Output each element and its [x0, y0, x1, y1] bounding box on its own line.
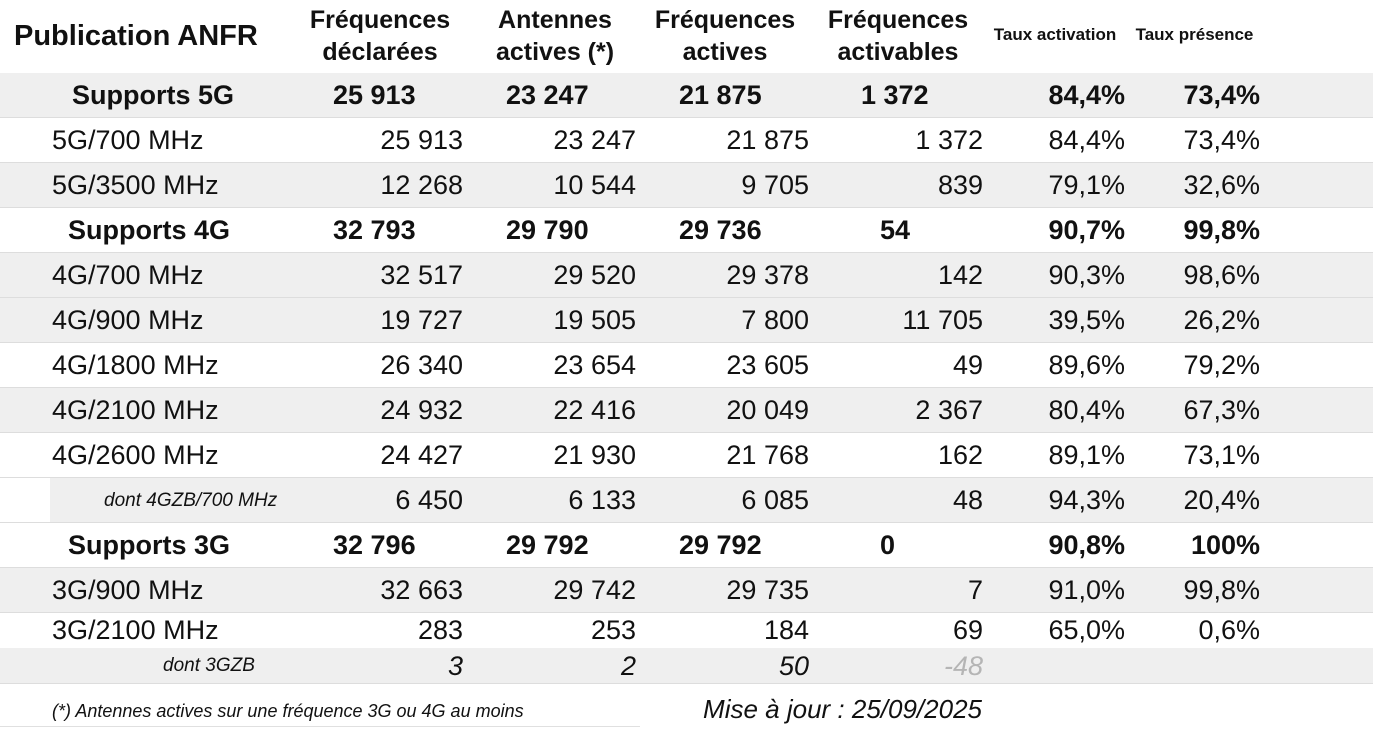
- cell-frequences-declarees: 283: [417, 615, 463, 645]
- column-header-frequences-actives: [625, 4, 825, 68]
- column-header-line: actives (*): [495, 38, 615, 66]
- cell-frequences-declarees: 24 932: [380, 395, 463, 425]
- row-label: Supports 3G: [68, 530, 231, 560]
- cell-frequences-actives: 184: [763, 615, 809, 645]
- cell-taux-presence: 98,6%: [1183, 260, 1260, 290]
- cell-frequences-activables: 142: [937, 260, 983, 290]
- update-date: Mise à jour : 25/09/2025: [703, 694, 982, 724]
- cell-taux-presence: 20,4%: [1183, 485, 1260, 515]
- row-label: dont 4GZB/700 MHz: [104, 490, 278, 511]
- column-header-taux-activation: Taux activation: [993, 25, 1117, 44]
- column-header-line: déclarées: [322, 38, 438, 66]
- table-row-supports-4g: [0, 208, 1373, 253]
- table-row-3g-900: [0, 568, 1373, 613]
- cell-taux-activation: 90,3%: [1048, 260, 1125, 290]
- row-label: Supports 5G: [72, 80, 235, 110]
- cell-antennes-actives: 23 247: [553, 125, 636, 155]
- cell-taux-presence: 26,2%: [1183, 305, 1260, 335]
- row-label: 3G/900 MHz: [52, 575, 204, 605]
- row-label: 4G/700 MHz: [52, 260, 204, 290]
- cell-frequences-declarees: 32 796: [333, 530, 416, 560]
- row-label: 4G/2100 MHz: [52, 395, 219, 425]
- row-label: 3G/2100 MHz: [52, 615, 219, 645]
- cell-frequences-activables: 162: [937, 440, 983, 470]
- divider: [0, 726, 640, 727]
- cell-taux-presence: 67,3%: [1183, 395, 1260, 425]
- table-row-dont-3gzb: [0, 648, 1373, 684]
- cell-taux-presence: 32,6%: [1183, 170, 1260, 200]
- cell-frequences-activables: -48: [943, 651, 983, 681]
- cell-frequences-actives: 29 792: [679, 530, 762, 560]
- row-label: Supports 4G: [68, 215, 231, 245]
- cell-frequences-declarees: 26 340: [380, 350, 463, 380]
- cell-antennes-actives: 29 520: [553, 260, 636, 290]
- page-title: Publication ANFR: [14, 20, 258, 52]
- cell-frequences-activables: 839: [937, 170, 983, 200]
- cell-antennes-actives: 253: [590, 615, 636, 645]
- table-row-4g-900: [0, 298, 1373, 343]
- cell-antennes-actives: 29 792: [506, 530, 589, 560]
- table-row-supports-5g: [0, 73, 1373, 118]
- row-label: 5G/700 MHz: [52, 125, 204, 155]
- table-row-5g-3500: [0, 163, 1373, 208]
- cell-frequences-declarees: 32 517: [380, 260, 463, 290]
- cell-frequences-activables: 7: [967, 575, 983, 605]
- table-row-5g-700: [0, 118, 1373, 163]
- cell-taux-activation: 90,8%: [1048, 530, 1125, 560]
- cell-taux-presence: 99,8%: [1183, 575, 1260, 605]
- cell-frequences-declarees: 19 727: [380, 305, 463, 335]
- cell-frequences-activables: 2 367: [915, 395, 983, 425]
- cell-frequences-declarees: 25 913: [380, 125, 463, 155]
- column-header-frequences-activables: [798, 4, 998, 68]
- cell-taux-presence: 99,8%: [1183, 215, 1260, 245]
- cell-antennes-actives: 2: [620, 651, 636, 681]
- cell-taux-activation: 80,4%: [1048, 395, 1125, 425]
- cell-frequences-declarees: 12 268: [380, 170, 463, 200]
- cell-frequences-actives: 21 768: [726, 440, 809, 470]
- table-row-4g-2600: [0, 433, 1373, 478]
- cell-taux-activation: 84,4%: [1048, 125, 1125, 155]
- cell-frequences-actives: 21 875: [679, 80, 762, 110]
- table-header: [0, 0, 1373, 73]
- cell-frequences-declarees: 25 913: [333, 80, 416, 110]
- cell-frequences-declarees: 32 663: [380, 575, 463, 605]
- cell-taux-activation: 39,5%: [1048, 305, 1125, 335]
- cell-taux-presence: 73,4%: [1183, 125, 1260, 155]
- cell-antennes-actives: 23 654: [553, 350, 636, 380]
- cell-antennes-actives: 19 505: [553, 305, 636, 335]
- cell-frequences-actives: 21 875: [726, 125, 809, 155]
- table-row-4g-700: [0, 253, 1373, 298]
- cell-frequences-actives: 29 378: [726, 260, 809, 290]
- cell-frequences-declarees: 6 450: [395, 485, 463, 515]
- cell-taux-presence: 0,6%: [1198, 615, 1260, 645]
- cell-taux-presence: 79,2%: [1183, 350, 1260, 380]
- cell-antennes-actives: 23 247: [506, 80, 589, 110]
- cell-taux-activation: 90,7%: [1048, 215, 1125, 245]
- cell-frequences-actives: 7 800: [741, 305, 809, 335]
- cell-taux-activation: 89,1%: [1048, 440, 1125, 470]
- cell-frequences-actives: 29 736: [679, 215, 762, 245]
- cell-frequences-activables: 54: [880, 215, 911, 245]
- column-header-line: Fréquences: [309, 6, 451, 34]
- column-header-line: Fréquences: [827, 6, 969, 34]
- cell-antennes-actives: 29 790: [506, 215, 589, 245]
- cell-taux-activation: 65,0%: [1048, 615, 1125, 645]
- cell-frequences-activables: 69: [952, 615, 983, 645]
- cell-taux-activation: 91,0%: [1048, 575, 1125, 605]
- table-row-supports-3g: [0, 523, 1373, 568]
- cell-frequences-activables: 11 705: [902, 305, 983, 335]
- cell-frequences-activables: 1 372: [915, 125, 983, 155]
- cell-antennes-actives: 6 133: [568, 485, 636, 515]
- cell-frequences-actives: 20 049: [726, 395, 809, 425]
- cell-taux-presence: 100%: [1190, 530, 1260, 560]
- column-header-line: Fréquences: [654, 6, 796, 34]
- cell-frequences-actives: 6 085: [741, 485, 809, 515]
- row-label: 4G/900 MHz: [52, 305, 204, 335]
- row-label: 4G/1800 MHz: [52, 350, 219, 380]
- cell-frequences-actives: 29 735: [726, 575, 809, 605]
- column-header-frequences-declarees: [280, 4, 480, 68]
- cell-frequences-activables: 0: [880, 530, 896, 560]
- row-label: 4G/2600 MHz: [52, 440, 219, 470]
- table-row-4g-2100: [0, 388, 1373, 433]
- column-header-taux-presence: Taux présence: [1135, 25, 1254, 44]
- table-row-4g-1800: [0, 343, 1373, 388]
- footnote: (*) Antennes actives sur une fréquence 3G ou 4G au moins: [52, 701, 524, 721]
- row-label: 5G/3500 MHz: [52, 170, 219, 200]
- table-row-dont-4gzb-700: [0, 478, 1373, 523]
- cell-frequences-actives: 23 605: [726, 350, 809, 380]
- column-header-line: actives: [682, 38, 768, 66]
- cell-antennes-actives: 21 930: [553, 440, 636, 470]
- column-header-line: Antennes: [498, 6, 612, 34]
- cell-antennes-actives: 22 416: [553, 395, 636, 425]
- cell-antennes-actives: 10 544: [553, 170, 636, 200]
- cell-frequences-declarees: 3: [447, 651, 463, 681]
- column-header-line: activables: [837, 38, 959, 66]
- cell-taux-presence: 73,1%: [1183, 440, 1260, 470]
- row-label: dont 3GZB: [163, 655, 255, 676]
- cell-taux-activation: 79,1%: [1048, 170, 1125, 200]
- cell-frequences-activables: 48: [952, 485, 983, 515]
- cell-taux-presence: 73,4%: [1183, 80, 1260, 110]
- cell-taux-activation: 84,4%: [1048, 80, 1125, 110]
- cell-antennes-actives: 29 742: [553, 575, 636, 605]
- cell-frequences-declarees: 32 793: [333, 215, 416, 245]
- table-row-3g-2100: [0, 612, 1373, 648]
- cell-frequences-activables: 1 372: [861, 80, 929, 110]
- cell-frequences-declarees: 24 427: [380, 440, 463, 470]
- cell-frequences-actives: 50: [778, 651, 809, 681]
- cell-frequences-activables: 49: [952, 350, 983, 380]
- cell-taux-activation: 94,3%: [1048, 485, 1125, 515]
- cell-taux-activation: 89,6%: [1048, 350, 1125, 380]
- cell-frequences-actives: 9 705: [741, 170, 809, 200]
